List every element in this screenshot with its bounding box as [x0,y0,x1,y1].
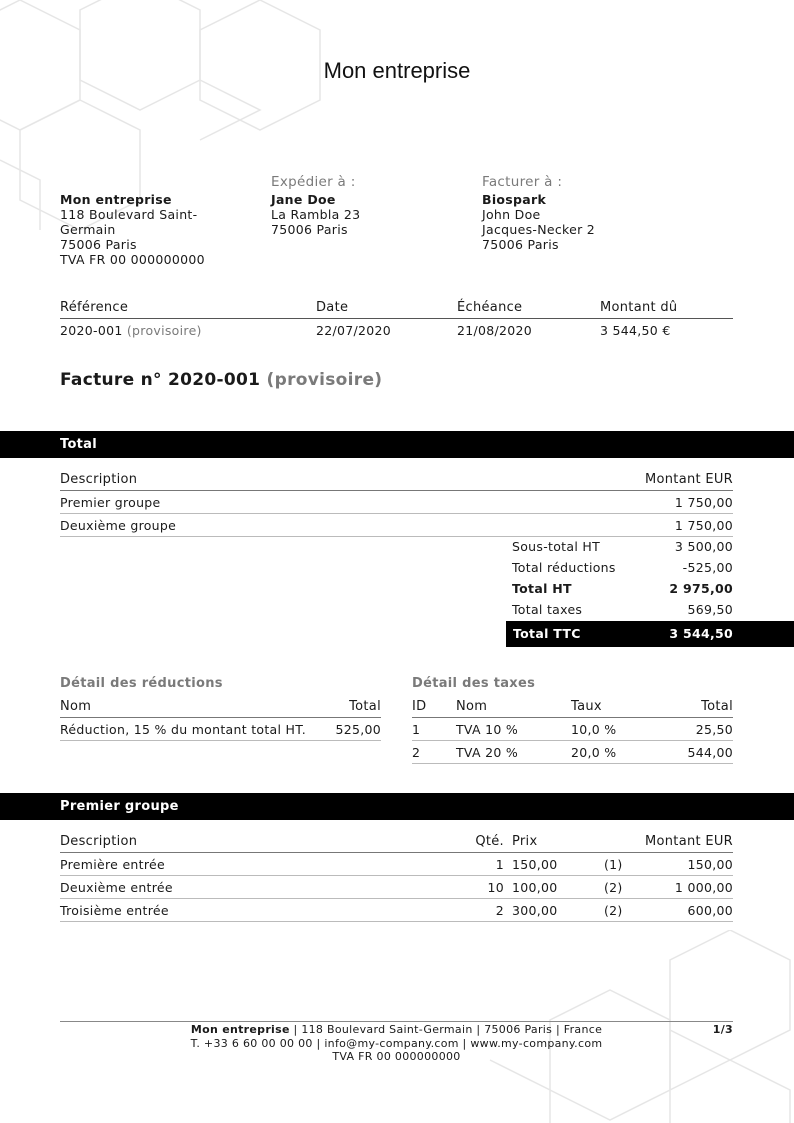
item-price: 100,00 [504,876,604,899]
item-amount: 150,00 [644,853,733,876]
table-row [60,853,733,876]
tax-rate: 20,0 % [571,741,661,764]
sender-line: TVA FR 00 000000000 [60,252,205,267]
sender-name: Mon entreprise [60,192,172,207]
sender-line: 75006 Paris [60,237,137,252]
column-header: Taux [571,699,661,718]
total-section-label: Total [60,437,98,452]
item-price: 150,00 [504,853,604,876]
tax-total: 544,00 [661,741,733,764]
row-description: Deuxième groupe [60,514,443,537]
group-section-label: Premier groupe [60,799,179,814]
total-ttc-value: 3 544,50 [669,626,733,641]
column-header: Total [661,699,733,718]
column-header: Montant EUR [644,834,733,853]
column-header: Description [60,834,460,853]
tax-rate: 10,0 % [571,718,661,741]
table-row [60,899,733,922]
page-number: 1/3 [712,1023,733,1036]
total-ttc-label: Total TTC [513,626,581,641]
company-title: Mon entreprise [323,58,471,83]
ship-to-line: 75006 Paris [271,222,348,237]
item-description: Troisième entrée [60,899,460,922]
sender-address [60,192,205,267]
invoice-meta-table [60,300,733,338]
group-section-bar [0,793,794,820]
totals-row [506,557,733,578]
footer-vat: TVA FR 00 000000000 [332,1050,461,1063]
invoice-title-number: Facture n° 2020-001 [60,370,261,390]
column-header: ID [412,699,456,718]
footer-divider [60,1021,733,1022]
tax-name: TVA 20 % [456,741,571,764]
tax-id: 2 [412,741,456,764]
table-row [60,718,381,741]
column-header: Nom [456,699,571,718]
sender-line: Germain [60,222,116,237]
table-row [412,741,733,764]
bill-to-name: Biospark [482,192,547,207]
column-header: Montant EUR [443,472,733,491]
total-summary-table [60,472,733,537]
total-section-bar [0,431,794,458]
reference-status: (provisoire) [126,323,202,338]
meta-header: Référence [60,300,316,319]
group-items-table [60,834,733,922]
item-tax-note: (2) [604,876,644,899]
meta-due-date: 21/08/2020 [457,323,533,338]
totals-value: 2 975,00 [669,581,733,596]
column-header: Nom [60,699,320,718]
item-description: Deuxième entrée [60,876,460,899]
column-header: Prix [504,834,604,853]
discounts-title: Détail des réductions [60,676,223,691]
table-row [412,718,733,741]
meta-reference [60,319,316,339]
ship-to-address [271,175,360,237]
bill-to-label: Facturer à : [482,174,563,190]
item-qty: 1 [460,853,504,876]
totals-label: Total réductions [512,560,616,575]
bill-to-line: 75006 Paris [482,237,559,252]
tax-total: 25,50 [661,718,733,741]
totals-label: Sous-total HT [512,539,601,554]
footer-address-text: | 118 Boulevard Saint-Germain | 75006 Paris | France [289,1023,603,1036]
totals-label: Total taxes [512,602,583,617]
item-qty: 2 [460,899,504,922]
table-row [60,876,733,899]
table-row [60,491,733,514]
item-qty: 10 [460,876,504,899]
discounts-table [60,699,381,741]
footer-address [60,1023,733,1037]
row-amount: 1 750,00 [443,514,733,537]
meta-header: Date [316,300,457,319]
meta-amount-due: 3 544,50 € [600,323,671,338]
ship-to-label: Expédier à : [271,174,356,190]
totals-value: 569,50 [687,602,733,617]
reference-value: 2020-001 [60,323,123,338]
sender-line: 118 Boulevard Saint- [60,207,198,222]
bill-to-address [482,175,595,252]
totals-table [506,536,733,620]
taxes-title: Détail des taxes [412,676,536,691]
item-tax-note: (1) [604,853,644,876]
meta-header: Montant dû [600,300,733,319]
totals-value: -525,00 [682,560,733,575]
footer-company: Mon entreprise [190,1023,290,1036]
row-amount: 1 750,00 [443,491,733,514]
totals-row [506,536,733,557]
discount-total: 525,00 [320,718,381,741]
ship-to-line: La Rambla 23 [271,207,361,222]
bill-to-line: Jacques-Necker 2 [482,222,596,237]
item-amount: 600,00 [644,899,733,922]
item-price: 300,00 [504,899,604,922]
table-row [60,514,733,537]
meta-header: Échéance [457,300,600,319]
ship-to-name: Jane Doe [271,192,336,207]
meta-date: 22/07/2020 [316,323,392,338]
item-tax-note: (2) [604,899,644,922]
totals-label: Total HT [512,581,572,596]
footer-contact: T. +33 6 60 00 00 00 | info@my-company.com | www.my-company.com [190,1037,603,1050]
tax-id: 1 [412,718,456,741]
row-description: Premier groupe [60,491,443,514]
totals-value: 3 500,00 [674,539,733,554]
totals-row [506,578,733,599]
item-amount: 1 000,00 [644,876,733,899]
column-header: Total [320,699,381,718]
column-header: Description [60,472,443,491]
tax-name: TVA 10 % [456,718,571,741]
invoice-title-status: (provisoire) [266,370,383,390]
column-header: Qté. [460,834,504,853]
discount-name: Réduction, 15 % du montant total HT. [60,718,320,741]
item-description: Première entrée [60,853,460,876]
totals-row [506,599,733,620]
total-ttc-row [506,621,794,647]
bill-to-line: John Doe [482,207,541,222]
taxes-table [412,699,733,764]
invoice-title [60,370,382,390]
